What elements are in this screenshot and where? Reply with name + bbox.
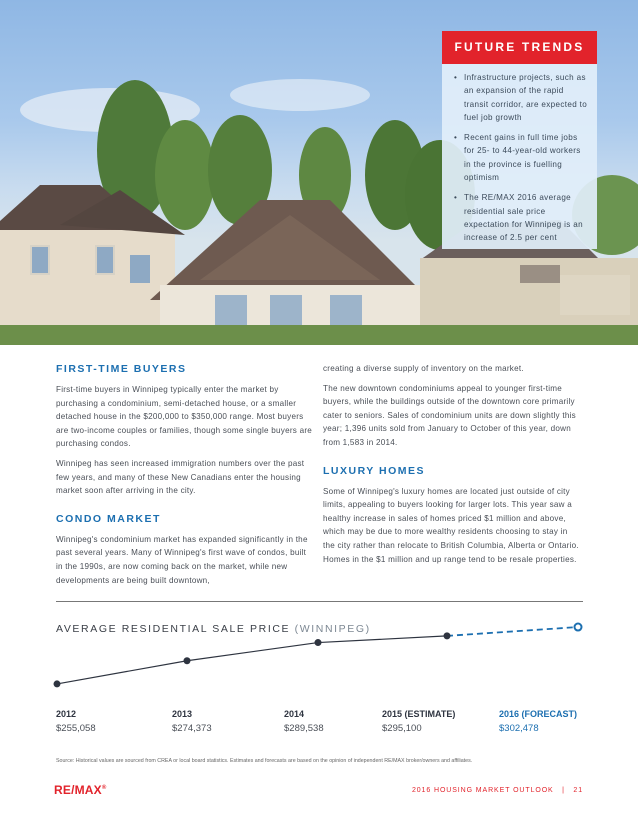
future-trends-title: FUTURE TRENDS xyxy=(442,31,597,64)
paragraph: creating a diverse supply of inventory on the market. xyxy=(323,364,524,373)
remax-logo xyxy=(54,783,107,797)
list-item: • Recent gains in full time jobs for 25- to 44-year-old workers in the province is fuelling optimism xyxy=(454,131,589,184)
list-item: • The RE/MAX 2016 average residential sale price expectation for Winnipeg is an increase of 2.5 per cent xyxy=(454,191,589,244)
paragraph: Some of Winnipeg's luxury homes are located just outside of city limits, appealing to buyers looking for larger lots. This year saw a healthy increase in sales of homes priced $1 million and above, which may be due to more wealthy residents choosing to stay in the city rather than relocate to British Columbia, Alberta or Ontario. Homes in the $1 million and up range tend to be resale properties. xyxy=(323,486,579,564)
logo-text: RE/MAX xyxy=(54,783,102,797)
chart-subtitle: (WINNIPEG) xyxy=(294,623,371,635)
data-point xyxy=(575,624,582,631)
page-footer: 2016 HOUSING MARKET OUTLOOK | 21 xyxy=(411,787,583,794)
value-label: $302,478 xyxy=(499,723,539,734)
year-label: 2014 xyxy=(284,709,305,719)
data-point xyxy=(184,657,191,664)
source-note: Source: Historical values are sourced from CREA or local board statistics. Estimates and forecasts are based on the opinion of independent RE/MAX broker/owners and affiliates. xyxy=(56,758,473,764)
year-label: 2012 xyxy=(56,709,77,719)
data-point xyxy=(444,632,451,639)
value-label: $289,538 xyxy=(284,723,324,734)
paragraph: First-time buyers in Winnipeg typically enter the market by purchasing a condominium, semi-detached house, or a smaller detached house in the $200,000 to $350,000 range. Most buyers are two-income couples or families, though some single buyers are purchasing condos. xyxy=(56,385,313,449)
year-label: 2015 (ESTIMATE) xyxy=(382,709,456,719)
list-item: • Infrastructure projects, such as an expansion of the rapid transit corridor, are expected to fuel job growth xyxy=(454,71,589,124)
series-line-forecast xyxy=(447,627,578,636)
year-label: 2013 xyxy=(172,709,193,719)
paragraph: The new downtown condominiums appeal to younger first-time buyers, while the buildings outside of the downtown core primarily cater to seniors. Sales of condominium units are down slightly this year; 1,396 units sold from January to October of this year, down from 1,583 in 2014. xyxy=(323,383,576,447)
chart-title-text: AVERAGE RESIDENTIAL SALE PRICE xyxy=(56,623,291,635)
year-label: 2016 (FORECAST) xyxy=(499,709,578,719)
paragraph: Winnipeg has seen increased immigration numbers over the past few years, and many of these New Canadians enter the housing market soon after arriving in the city. xyxy=(56,458,305,496)
value-label: $295,100 xyxy=(382,723,422,734)
paragraph: Winnipeg's condominium market has expanded significantly in the past several years. Many of Winnipeg's first wave of condos, built in the 1990s, are now coming back on the market, while new developments are being built downtown, xyxy=(56,534,308,585)
series-line-historical xyxy=(57,636,447,684)
value-label: $274,373 xyxy=(172,723,212,734)
data-point xyxy=(315,639,322,646)
luxury-homes-heading: LUXURY HOMES xyxy=(323,464,426,477)
logo-registered-mark: ® xyxy=(101,785,107,791)
data-point xyxy=(54,680,61,687)
condo-market-heading: CONDO MARKET xyxy=(56,512,161,525)
value-label: $255,058 xyxy=(56,723,96,734)
first-time-buyers-heading: FIRST-TIME BUYERS xyxy=(56,363,187,375)
